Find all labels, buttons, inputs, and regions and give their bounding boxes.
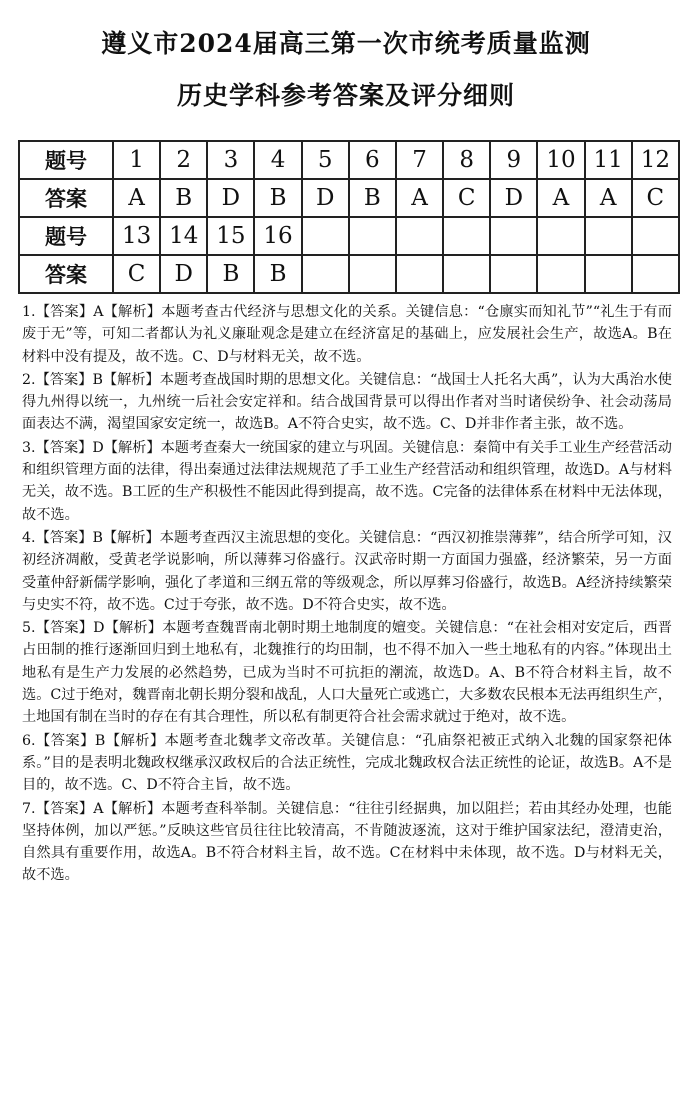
answer-cell: [585, 255, 632, 293]
document-subtitle: 历史学科参考答案及评分细则: [176, 81, 515, 110]
answer-cell: C: [113, 255, 160, 293]
explanation-item: 4.【答案】B【解析】本题考查西汉主流思想的变化。关键信息：“西汉初推崇薄葬”，结合所学可知，汉初经济凋敝，受黄老学说影响，所以薄葬习俗盛行。汉武帝时期一方面国力强盛，经济繁荣，另一方面受董仲舒新儒学影响，强化了孝道和三纲五常的等级观念，所以厚葬习俗盛行，故选B。A经济持续繁荣与史实不符，故不选。C过于夸张，故不选。D不符合史实，故不选。: [22, 529, 672, 613]
answer-cell: [443, 255, 490, 293]
row-label: 答案: [19, 179, 113, 217]
table-row: [19, 141, 679, 179]
explanations: [22, 301, 672, 888]
question-number: [632, 217, 679, 255]
question-number: 14: [160, 217, 207, 255]
question-number: 3: [207, 141, 254, 179]
answer-cell: [632, 255, 679, 293]
answer-table: [18, 140, 680, 294]
explanation-item: 3.【答案】D【解析】本题考查秦大一统国家的建立与巩固。关键信息：秦简中有关手工业生产经营活动和组织管理方面的法律，得出秦通过法律法规规范了手工业生产经营活动和组织管理，故选D。A与材料无关，故不选。B工匠的生产积极性不能因此得到提高，故不选。C完备的法律体系在材料中无法体现，故不选。: [22, 439, 672, 523]
answer-cell: C: [443, 179, 490, 217]
explanation-item: 5.【答案】D【解析】本题考查魏晋南北朝时期土地制度的嬗变。关键信息：“在社会相对安定后，西晋占田制的推行逐渐回归到土地私有，北魏推行的均田制，也不得不加入一些土地私有的内容。”体现出土地私有是生产力发展的必然趋势，已成为当时不可抗拒的潮流，故选D。A、B不符合材料主旨，故不选。C过于绝对，魏晋南北朝长期分裂和战乱，人口大量死亡或逃亡，大多数农民根本无法再组织生产，土地国有制在当时的存在有其合理性，所以私有制更符合社会需求就过于绝对，故不选。: [22, 620, 672, 726]
question-number: 15: [207, 217, 254, 255]
answer-cell: [302, 255, 349, 293]
question-number: 13: [113, 217, 160, 255]
answer-cell: B: [254, 179, 301, 217]
explanation-item: 2.【答案】B【解析】本题考查战国时期的思想文化。关键信息：“战国士人托名大禹”，认为大禹治水使得九州得以统一，九州统一后社会安定祥和。结合战国背景可以得出作者对当时诸侯纷争、社会动荡局面表达不满，渴望国家安定统一，故选B。A不符合史实，故不选。C、D并非作者主张，故不选。: [22, 371, 672, 433]
question-number: [537, 217, 584, 255]
question-number: [490, 217, 537, 255]
answer-cell: D: [490, 179, 537, 217]
table-row: [19, 217, 679, 255]
answer-cell: C: [632, 179, 679, 217]
question-number: [585, 217, 632, 255]
question-number: 12: [632, 141, 679, 179]
question-number: [349, 217, 396, 255]
answer-cell: D: [207, 179, 254, 217]
question-number: 1: [113, 141, 160, 179]
question-number: [396, 217, 443, 255]
answer-cell: D: [302, 179, 349, 217]
question-number: 8: [443, 141, 490, 179]
question-number: 2: [160, 141, 207, 179]
question-number: 10: [537, 141, 584, 179]
table-row: [19, 179, 679, 217]
question-number: 7: [396, 141, 443, 179]
question-number: [443, 217, 490, 255]
table-row: [19, 255, 679, 293]
question-number: 9: [490, 141, 537, 179]
question-number: 16: [254, 217, 301, 255]
answer-cell: [490, 255, 537, 293]
answer-cell: B: [207, 255, 254, 293]
question-number: 4: [254, 141, 301, 179]
answer-cell: [349, 255, 396, 293]
answer-cell: B: [254, 255, 301, 293]
answer-cell: A: [113, 179, 160, 217]
explanation-item: 7.【答案】A【解析】本题考查科举制。关键信息：“往往引经据典，加以阻拦；若由其经办处理，也能坚持体例，加以严惩。”反映这些官员往往比较清高，不肯随波逐流，这对于维护国家法纪，澄清吏治，自然具有重要作用，故选A。B不符合材料主旨，故不选。C在材料中未体现，故不选。D与材料无关，故不选。: [22, 800, 672, 884]
question-number: [302, 217, 349, 255]
row-label: 题号: [19, 217, 113, 255]
answer-cell: B: [160, 179, 207, 217]
answer-cell: A: [585, 179, 632, 217]
row-label: 题号: [19, 141, 113, 179]
question-number: 11: [585, 141, 632, 179]
answer-cell: B: [349, 179, 396, 217]
question-number: 6: [349, 141, 396, 179]
row-label: 答案: [19, 255, 113, 293]
explanation-item: 1.【答案】A【解析】本题考查古代经济与思想文化的关系。关键信息：“仓廪实而知礼节”“礼生于有而废于无”等，可知二者都认为礼义廉耻观念是建立在经济富足的基础上，应发展社会生产，故选A。B在材料中没有提及，故不选。C、D与材料无关，故不选。: [22, 304, 672, 365]
question-number: 5: [302, 141, 349, 179]
answer-cell: A: [537, 179, 584, 217]
answer-cell: D: [160, 255, 207, 293]
answer-cell: [537, 255, 584, 293]
answer-cell: A: [396, 179, 443, 217]
document-title: 遵义市2024届高三第一次市统考质量监测: [101, 29, 591, 58]
explanation-item: 6.【答案】B【解析】本题考查北魏孝文帝改革。关键信息：“孔庙祭祀被正式纳入北魏的国家祭祀体系。”目的是表明北魏政权继承汉政权后的合法正统性，完成北魏政权合法正统性的论证，故选B。A不是目的，故不选。C、D不符合主旨，故不选。: [22, 732, 672, 794]
answer-cell: [396, 255, 443, 293]
